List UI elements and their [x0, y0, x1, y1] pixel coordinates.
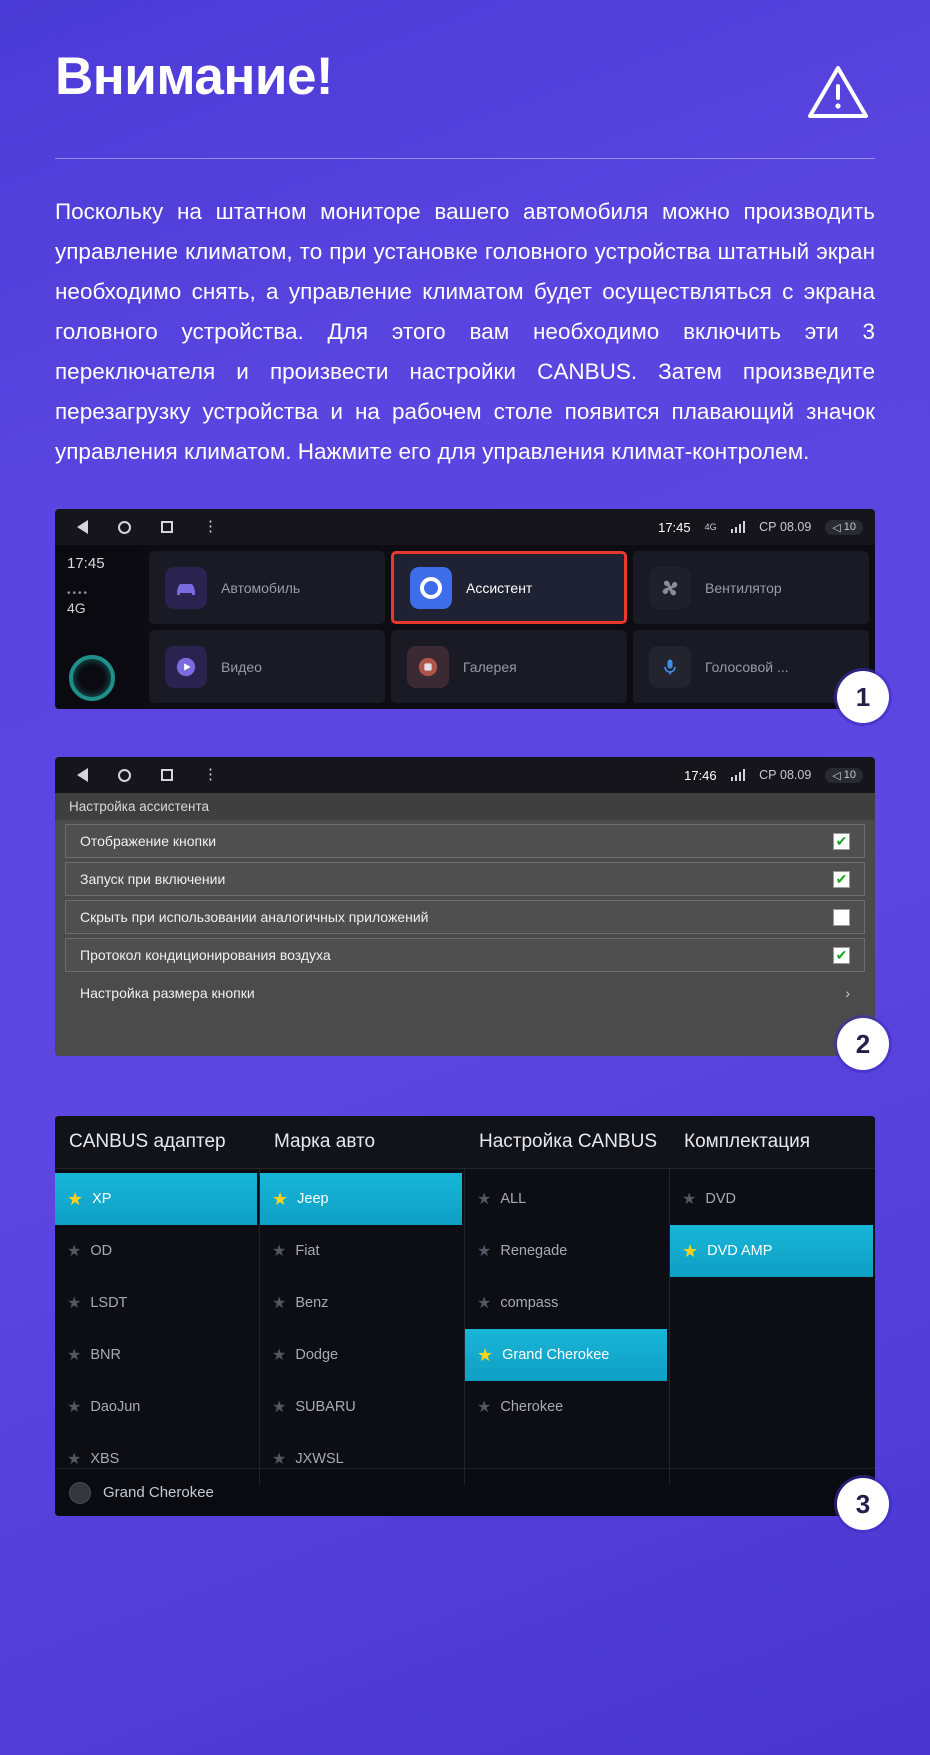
page-title: Внимание! — [55, 47, 334, 106]
screenshot-canbus-settings — [55, 1116, 875, 1519]
item-label: Benz — [295, 1295, 329, 1311]
home-icon[interactable] — [118, 521, 131, 534]
item-label: Dodge — [295, 1347, 339, 1363]
tile-label: Ассистент — [466, 579, 533, 596]
checkbox-ac-protocol[interactable]: ✔ — [833, 947, 850, 964]
list-item[interactable] — [260, 1225, 464, 1277]
car-icon — [165, 567, 207, 609]
setting-label: Настройка размера кнопки — [80, 985, 255, 1001]
tile-car[interactable] — [149, 551, 385, 624]
list-item[interactable] — [55, 1173, 257, 1225]
overflow-menu-icon[interactable]: ⋮ — [203, 766, 219, 783]
setting-label: Протокол кондиционирования воздуха — [80, 947, 331, 963]
star-icon: ★ — [272, 1243, 287, 1260]
star-icon: ★ — [477, 1344, 494, 1365]
column-canbus — [465, 1169, 670, 1485]
list-item[interactable] — [55, 1329, 259, 1381]
launcher-grid — [143, 545, 875, 709]
list-item[interactable] — [260, 1381, 464, 1433]
item-label: JXWSL — [295, 1451, 344, 1467]
star-icon: ★ — [272, 1399, 287, 1416]
step-badge-1: 1 — [837, 671, 889, 723]
checkbox-hide-similar-apps[interactable] — [833, 909, 850, 926]
setting-label: Запуск при включении — [80, 871, 226, 887]
item-label: Fiat — [295, 1243, 320, 1259]
item-label: compass — [500, 1295, 559, 1311]
footer-label: Grand Cherokee — [103, 1484, 214, 1501]
list-item[interactable] — [55, 1277, 259, 1329]
item-label: XP — [92, 1191, 112, 1207]
tile-label: Галерея — [463, 658, 517, 675]
item-label: Jeep — [297, 1191, 329, 1207]
volume-indicator[interactable] — [825, 768, 863, 783]
setting-row-display-button[interactable] — [65, 824, 865, 858]
item-label: SUBARU — [295, 1399, 356, 1415]
item-label: Cherokee — [500, 1399, 564, 1415]
item-label: XBS — [90, 1451, 120, 1467]
star-icon: ★ — [272, 1347, 287, 1364]
chevron-right-icon: › — [845, 985, 850, 1001]
tile-assistant[interactable] — [391, 551, 627, 624]
tile-fan[interactable] — [633, 551, 869, 624]
recents-icon[interactable] — [161, 769, 173, 781]
list-item[interactable] — [465, 1225, 669, 1277]
column-brand — [260, 1169, 465, 1485]
list-item[interactable] — [55, 1225, 259, 1277]
list-item[interactable] — [260, 1433, 464, 1485]
column-trim — [670, 1169, 875, 1485]
star-icon: ★ — [67, 1188, 84, 1209]
back-icon[interactable] — [77, 768, 88, 782]
sidebar-network: 4G — [67, 600, 86, 616]
list-item[interactable] — [465, 1329, 667, 1381]
list-item[interactable] — [465, 1381, 669, 1433]
tile-label: Вентилятор — [705, 579, 782, 596]
tile-label: Видео — [221, 658, 262, 675]
list-item[interactable] — [670, 1173, 875, 1225]
star-icon: ★ — [272, 1295, 287, 1312]
setting-row-hide-similar-apps[interactable] — [65, 900, 865, 934]
body-paragraph: Поскольку на штатном мониторе вашего автомобиля можно производить управление климатом, то при установке головного устройства штатный экран необходимо снять, а управление климатом будет осуществляться с экрана головного устройства. Для этого вам необходимо включить эти 3 переключателя и произвести настройки CANBUS. Затем произведите перезагрузку устройства и на рабочем столе появится плавающий значок управления климатом. Нажмите его для управления климат-контролем. — [55, 199, 875, 464]
body-text — [55, 192, 875, 472]
settings-list — [55, 793, 875, 1056]
tile-label: Автомобиль — [221, 579, 301, 596]
overflow-menu-icon[interactable]: ⋮ — [203, 518, 219, 535]
setting-row-ac-protocol[interactable] — [65, 938, 865, 972]
list-item[interactable] — [55, 1381, 259, 1433]
star-icon: ★ — [477, 1191, 492, 1208]
signal-icon — [731, 521, 746, 533]
header-divider — [55, 158, 875, 159]
statusbar-1 — [55, 509, 875, 545]
item-label: ALL — [500, 1191, 527, 1207]
signal-icon — [731, 769, 746, 781]
launcher-sidebar — [55, 545, 143, 709]
star-icon: ★ — [67, 1347, 82, 1364]
star-icon: ★ — [682, 1191, 697, 1208]
voice-ring-icon[interactable] — [69, 655, 115, 701]
star-icon: ★ — [272, 1451, 287, 1468]
list-item[interactable] — [465, 1173, 669, 1225]
star-icon: ★ — [67, 1243, 82, 1260]
star-icon: ★ — [272, 1188, 289, 1209]
volume-indicator[interactable] — [825, 520, 863, 535]
step-badge-3: 3 — [837, 1478, 889, 1530]
setting-label: Скрыть при использовании аналогичных приложений — [80, 909, 429, 925]
statusbar-date: СР 08.09 — [759, 768, 812, 782]
canbus-column-headers — [55, 1116, 875, 1168]
column-adapter — [55, 1169, 260, 1485]
star-icon: ★ — [477, 1399, 492, 1416]
back-icon[interactable] — [77, 520, 88, 534]
list-item[interactable] — [260, 1173, 462, 1225]
statusbar-time: 17:45 — [658, 519, 691, 535]
item-label: LSDT — [90, 1295, 128, 1311]
column-header-canbus: Настройка CANBUS — [479, 1131, 657, 1152]
settings-title: Настройка ассистента — [55, 793, 875, 820]
header — [55, 0, 875, 125]
fan-icon — [649, 567, 691, 609]
star-icon: ★ — [682, 1240, 699, 1261]
step-badge-2: 2 — [837, 1018, 889, 1070]
warning-triangle-icon — [807, 64, 869, 125]
screenshot-launcher — [55, 509, 875, 712]
list-item[interactable] — [260, 1277, 464, 1329]
item-label: DVD — [705, 1191, 736, 1207]
volume-value: 10 — [843, 769, 856, 781]
gallery-icon — [407, 646, 449, 688]
volume-icon: ◁ — [832, 521, 841, 534]
list-item[interactable] — [465, 1277, 669, 1329]
checkbox-autostart[interactable]: ✔ — [833, 871, 850, 888]
sidebar-signal-dots: •••• — [67, 588, 90, 599]
recents-icon[interactable] — [161, 521, 173, 533]
star-icon: ★ — [477, 1243, 492, 1260]
settings-gear-icon — [69, 1482, 91, 1504]
statusbar-date: СР 08.09 — [759, 520, 812, 534]
setting-row-button-size[interactable] — [65, 976, 865, 1010]
column-header-brand: Марка авто — [274, 1131, 376, 1152]
microphone-icon — [649, 646, 691, 688]
statusbar-network-label: 4G — [704, 522, 717, 532]
sidebar-clock: 17:45 — [67, 555, 105, 572]
star-icon: ★ — [67, 1451, 82, 1468]
column-header-adapter: CANBUS адаптер — [69, 1131, 226, 1152]
tile-video[interactable] — [149, 630, 385, 703]
volume-value: 10 — [843, 521, 856, 533]
item-label: DaoJun — [90, 1399, 141, 1415]
tile-label: Голосовой ... — [705, 658, 789, 675]
star-icon: ★ — [67, 1399, 82, 1416]
item-label: DVD AMP — [707, 1243, 773, 1259]
screenshot-assistant-settings — [55, 757, 875, 1059]
home-icon[interactable] — [118, 769, 131, 782]
column-header-trim: Комплектация — [684, 1131, 811, 1152]
item-label: OD — [90, 1243, 113, 1259]
volume-icon: ◁ — [832, 769, 841, 782]
tile-voice[interactable] — [633, 630, 869, 703]
statusbar-time: 17:46 — [684, 767, 717, 783]
video-icon — [165, 646, 207, 688]
setting-label: Отображение кнопки — [80, 833, 217, 849]
tile-gallery[interactable] — [391, 630, 627, 703]
list-item[interactable] — [260, 1329, 464, 1381]
star-icon: ★ — [477, 1295, 492, 1312]
assistant-icon — [410, 567, 452, 609]
star-icon: ★ — [67, 1295, 82, 1312]
setting-row-autostart[interactable] — [65, 862, 865, 896]
list-item[interactable] — [55, 1433, 259, 1485]
item-label: Renegade — [500, 1243, 568, 1259]
item-label: BNR — [90, 1347, 121, 1363]
list-item[interactable] — [670, 1225, 873, 1277]
statusbar-2 — [55, 757, 875, 793]
checkbox-display-button[interactable]: ✔ — [833, 833, 850, 850]
item-label: Grand Cherokee — [502, 1347, 610, 1363]
